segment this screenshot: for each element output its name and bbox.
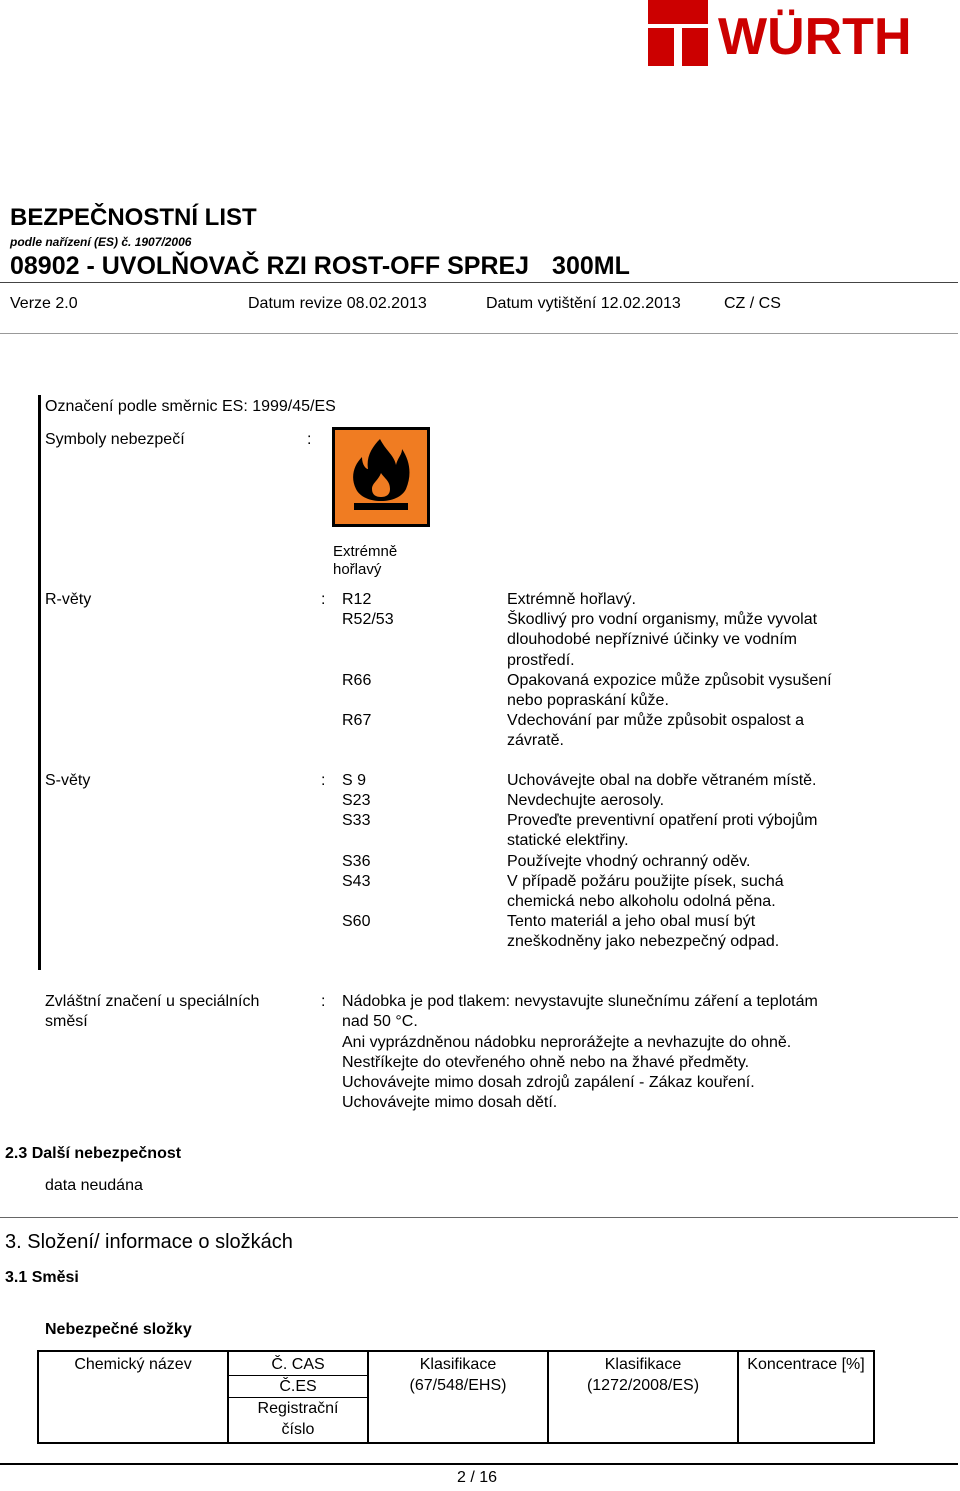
s-phrase-code: S23	[342, 792, 371, 809]
r-phrases-colon: :	[321, 591, 326, 608]
r-phrase-text	[507, 711, 804, 752]
s-phrase-text	[507, 852, 750, 872]
labeling-heading: Označení podle směrnic ES: 1999/45/ES	[45, 398, 336, 415]
r-phrase-text	[507, 671, 832, 712]
r-phrase-line: Extrémně hořlavý.	[507, 591, 636, 608]
symbols-colon: :	[307, 431, 312, 448]
r-phrase-line: nebo popraskání kůže.	[507, 692, 669, 710]
column-header-cas-ec: Č. CAS Č.ES Registrační číslo	[228, 1351, 368, 1443]
special-label-line: Zvláštní značení u speciálních	[45, 993, 260, 1010]
special-label	[45, 992, 259, 1033]
special-line: Ani vyprázdněnou nádobku neprorážejte a nevhazujte do ohně.	[342, 1033, 792, 1051]
s-phrase-line: Tento materiál a jeho obal musí být	[507, 913, 756, 930]
s-phrase-code: S36	[342, 853, 371, 870]
section-left-bar	[38, 395, 41, 970]
s-phrase-text	[507, 791, 664, 811]
s-phrase-text	[507, 912, 779, 953]
table-header-row	[38, 1351, 874, 1443]
symbol-caption-line-1: Extrémně	[333, 543, 398, 560]
section-3-1-heading: 3.1 Směsi	[5, 1269, 79, 1286]
special-line: Nestříkejte do otevřeného ohně nebo na žhavé předměty.	[342, 1053, 750, 1071]
column-header-classification-1272-2008: Klasifikace (1272/2008/ES)	[548, 1351, 738, 1443]
special-line: nad 50 °C.	[342, 1013, 418, 1031]
r-phrase-code: R67	[342, 712, 372, 729]
s-phrase-code: S60	[342, 913, 371, 930]
r-phrase-code: R52/53	[342, 611, 394, 628]
product-code-name: 08902 - UVOLŇOVAČ RZI ROST-OFF SPREJ	[10, 252, 530, 280]
special-line: Uchovávejte mimo dosah dětí.	[342, 1094, 558, 1112]
special-label-line: směsí	[45, 1013, 88, 1031]
s-phrases-label: S-věty	[45, 772, 91, 789]
column-header-concentration: Koncentrace [%]	[738, 1351, 874, 1443]
s-phrase-line: V případě požáru použijte písek, suchá	[507, 873, 784, 890]
r-phrase-line: Vdechování par může způsobit ospalost a	[507, 712, 805, 729]
s-phrase-code: S33	[342, 812, 371, 829]
column-header-chemical-name: Chemický název	[38, 1351, 228, 1443]
special-text	[342, 992, 818, 1114]
column-header-classification-67-548: Klasifikace (67/548/EHS)	[368, 1351, 548, 1443]
s-phrase-text	[507, 872, 784, 913]
document-title: BEZPEČNOSTNÍ LIST	[10, 204, 257, 231]
r-phrase-line: Škodlivý pro vodní organismy, může vyvolat	[507, 611, 818, 628]
components-heading: Nebezpečné složky	[45, 1321, 192, 1338]
symbols-label: Symboly nebezpečí	[45, 431, 185, 448]
components-table	[37, 1350, 875, 1444]
r-phrase-code: R12	[342, 591, 372, 608]
wurth-logo-text: WÜRTH	[718, 8, 912, 66]
s-phrase-text	[507, 771, 817, 791]
s-phrase-line: Uchovávejte obal na dobře větraném místě.	[507, 772, 817, 789]
regulation-note: podle nařízení (ES) č. 1907/2006	[10, 235, 192, 249]
product-name	[10, 252, 630, 281]
section-3-heading: 3. Složení/ informace o složkách	[5, 1231, 293, 1253]
special-line: Nádobka je pod tlakem: nevystavujte slunečnímu záření a teplotám	[342, 993, 818, 1010]
language-code: CZ / CS	[724, 295, 781, 312]
section-2-3-text: data neudána	[45, 1177, 143, 1194]
wurth-logo	[648, 0, 960, 68]
s-phrase-line: Používejte vhodný ochranný oděv.	[507, 853, 751, 870]
r-phrase-code: R66	[342, 672, 372, 689]
s-phrase-line: Nevdechujte aerosoly.	[507, 792, 665, 809]
s-phrase-code: S43	[342, 873, 371, 890]
r-phrase-text	[507, 590, 636, 610]
r-phrases-label: R-věty	[45, 591, 92, 608]
special-line: Uchovávejte mimo dosah zdrojů zapálení - Zákaz kouření.	[342, 1074, 755, 1092]
symbol-caption-line-2: hořlavý	[333, 561, 382, 578]
s-phrase-text	[507, 811, 817, 852]
s-phrase-line: Proveďte preventivní opatření proti výbojům	[507, 812, 818, 829]
print-date: Datum vytištění 12.02.2013	[486, 295, 681, 312]
special-colon: :	[321, 993, 326, 1010]
r-phrase-line: prostředí.	[507, 651, 575, 669]
r-phrase-line: Opakovaná expozice může způsobit vysušení	[507, 672, 832, 689]
wurth-logo-mark	[648, 0, 708, 66]
revision-date: Datum revize 08.02.2013	[248, 295, 427, 312]
page-number: 2 / 16	[457, 1469, 498, 1486]
r-phrase-text	[507, 610, 817, 671]
s-phrase-line: zneškodněny jako nebezpečný odpad.	[507, 933, 780, 951]
s-phrase-line: statické elektřiny.	[507, 832, 629, 850]
product-size: 300ML	[552, 252, 630, 280]
s-phrases-colon: :	[321, 772, 326, 789]
s-phrase-code: S 9	[342, 772, 367, 789]
s-phrase-line: chemická nebo alkoholu odolná pěna.	[507, 893, 776, 911]
r-phrase-line: dlouhodobé nepříznivé účinky ve vodním	[507, 631, 797, 649]
section-2-3-heading: 2.3 Další nebezpečnost	[5, 1145, 182, 1162]
flame-icon	[332, 427, 430, 527]
r-phrase-line: závratě.	[507, 732, 564, 750]
version: Verze 2.0	[10, 295, 78, 312]
